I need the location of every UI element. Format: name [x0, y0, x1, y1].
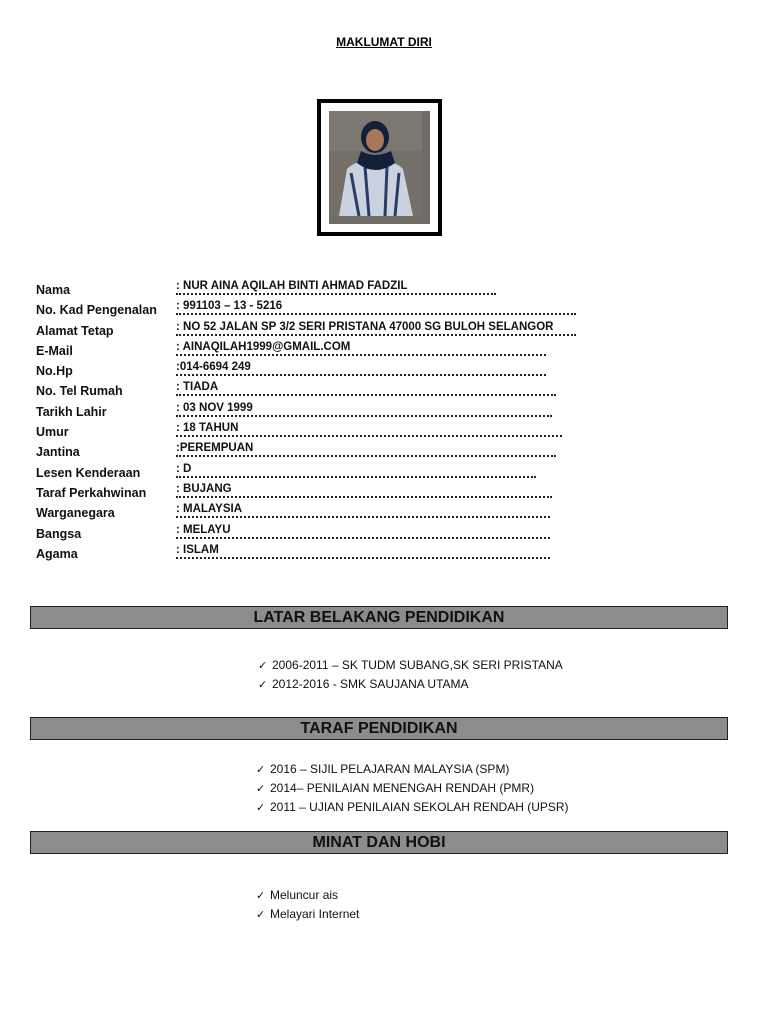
check-icon: ✓ — [256, 764, 266, 776]
detail-row — [36, 422, 576, 442]
detail-label: Nama — [36, 283, 71, 297]
detail-row — [36, 402, 576, 422]
detail-value: : D — [176, 463, 536, 478]
hobbies-list — [256, 886, 359, 924]
section-header-education-level: TARAF PENDIDIKAN — [30, 717, 728, 740]
detail-row — [36, 381, 576, 401]
detail-value: : NUR AINA AQILAH BINTI AHMAD FADZIL — [176, 280, 496, 295]
check-icon: ✓ — [256, 909, 266, 921]
list-item-text: 2012-2016 - SMK SAUJANA UTAMA — [272, 677, 469, 691]
profile-photo — [329, 111, 430, 224]
list-item — [256, 886, 359, 905]
page-title: MAKLUMAT DIRI — [336, 35, 432, 49]
detail-value: : AINAQILAH1999@GMAIL.COM — [176, 341, 546, 356]
list-item-text: 2014– PENILAIAN MENENGAH RENDAH (PMR) — [270, 781, 535, 795]
list-item — [256, 905, 359, 924]
detail-label: Tarikh Lahir — [36, 404, 107, 419]
detail-value: : BUJANG — [176, 483, 552, 498]
detail-value: : MALAYSIA — [176, 503, 550, 518]
detail-label: No. Tel Rumah — [36, 384, 123, 399]
detail-row — [36, 341, 576, 361]
list-item — [256, 760, 569, 779]
check-icon: ✓ — [256, 890, 266, 902]
detail-value: : 991103 – 13 - 5216 — [176, 300, 576, 315]
detail-value: : 03 NOV 1999 — [176, 402, 552, 417]
detail-label: Bangsa — [36, 526, 82, 541]
list-item — [256, 779, 569, 798]
detail-row — [36, 300, 576, 320]
list-item-text: Melayari Internet — [270, 907, 360, 921]
detail-row — [36, 503, 576, 523]
list-item-text: 2016 – SIJIL PELAJARAN MALAYSIA (SPM) — [270, 762, 510, 776]
list-item — [258, 675, 563, 694]
detail-row — [36, 524, 576, 544]
section-header-hobbies: MINAT DAN HOBI — [30, 831, 728, 854]
detail-label: Agama — [36, 546, 78, 561]
detail-row — [36, 483, 576, 503]
section-header-education-background: LATAR BELAKANG PENDIDIKAN — [30, 606, 728, 629]
personal-details — [36, 280, 576, 564]
list-item-text: Meluncur ais — [270, 888, 339, 902]
check-icon: ✓ — [258, 679, 268, 691]
list-item — [256, 798, 569, 817]
detail-value: : ISLAM — [176, 544, 550, 559]
education-background-list — [258, 656, 563, 694]
detail-value: : TIADA — [176, 381, 556, 396]
detail-value: :014-6694 249 — [176, 361, 546, 376]
detail-label: Warganegara — [36, 506, 115, 521]
detail-row — [36, 463, 576, 483]
detail-row — [36, 442, 576, 462]
detail-value: : NO 52 JALAN SP 3/2 SERI PRISTANA 47000 SG BULOH SELANGOR — [176, 321, 576, 336]
detail-label: No. Kad Pengenalan — [36, 303, 157, 318]
check-icon: ✓ — [258, 660, 268, 672]
detail-value: : MELAYU — [176, 524, 550, 539]
list-item-text: 2011 – UJIAN PENILAIAN SEKOLAH RENDAH (UPSR) — [270, 800, 569, 814]
education-level-list — [256, 760, 569, 817]
detail-label: Jantina — [36, 445, 80, 460]
detail-label: E-Mail — [36, 343, 73, 358]
detail-label: No.Hp — [36, 364, 73, 379]
detail-row — [36, 321, 576, 341]
detail-value: : 18 TAHUN — [176, 422, 562, 437]
check-icon: ✓ — [256, 783, 266, 795]
detail-value: :PEREMPUAN — [176, 442, 556, 457]
detail-label: Lesen Kenderaan — [36, 465, 141, 480]
detail-label: Umur — [36, 425, 69, 440]
detail-label: Taraf Perkahwinan — [36, 485, 147, 500]
person-photo-icon — [329, 111, 422, 216]
list-item — [258, 656, 563, 675]
detail-label: Alamat Tetap — [36, 323, 114, 338]
profile-photo-frame — [317, 99, 442, 236]
check-icon: ✓ — [256, 802, 266, 814]
detail-row — [36, 361, 576, 381]
detail-row — [36, 544, 576, 564]
detail-row — [36, 280, 576, 300]
list-item-text: 2006-2011 – SK TUDM SUBANG,SK SERI PRISTANA — [272, 658, 563, 672]
